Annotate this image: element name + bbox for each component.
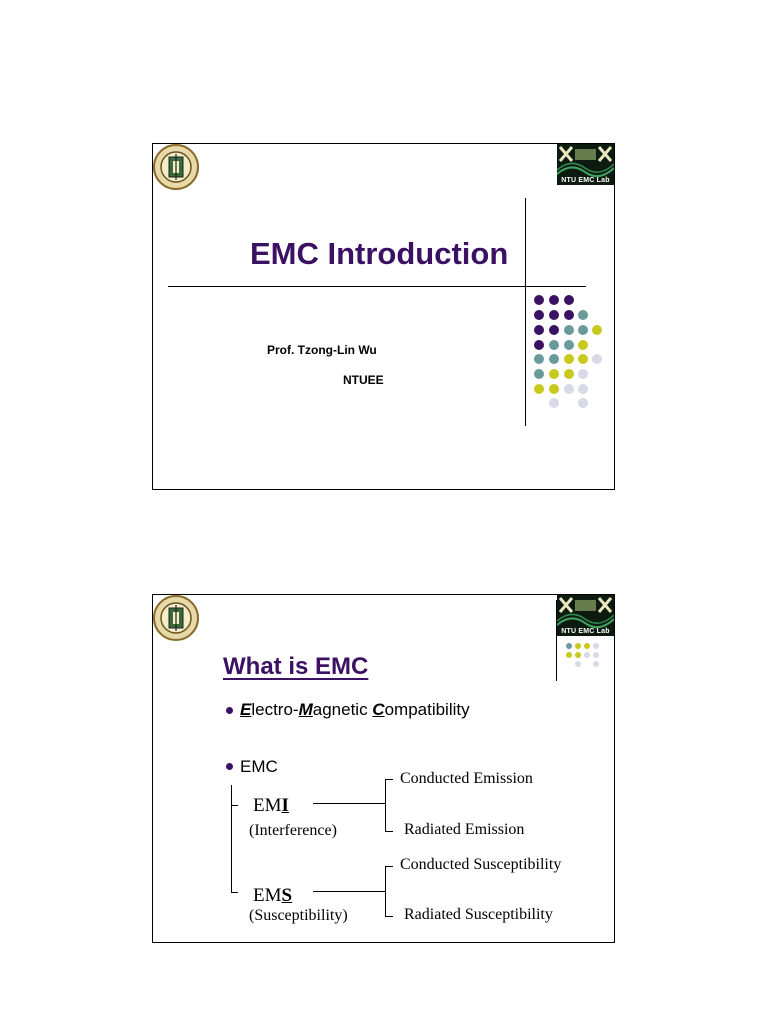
emi-subtitle: (Interference) (249, 822, 337, 839)
dot (593, 661, 599, 667)
ems-bracket-top (385, 866, 393, 867)
ems-stub (231, 892, 238, 893)
dot (564, 384, 574, 394)
dot (534, 310, 544, 320)
emi-bracket (385, 779, 386, 832)
dot (534, 384, 544, 394)
dot (575, 661, 581, 667)
dot (564, 369, 574, 379)
dot (549, 310, 559, 320)
dot (593, 643, 599, 649)
dot (578, 340, 588, 350)
dot (549, 295, 559, 305)
dot (566, 652, 572, 658)
dot (564, 295, 574, 305)
ntu-seal-logo (153, 144, 199, 190)
bullet-emc: EMC (240, 757, 278, 776)
bullet-dot (226, 763, 233, 770)
vertical-divider (556, 600, 557, 681)
conducted-emission: Conducted Emission (400, 770, 533, 787)
dot (578, 310, 588, 320)
dot (592, 354, 602, 364)
dot (575, 652, 581, 658)
ems-connector (313, 891, 385, 892)
dot (549, 325, 559, 335)
slide-title-text: EMC Introduction (250, 236, 509, 271)
conducted-susceptibility: Conducted Susceptibility (400, 856, 562, 873)
emi-bracket-top (385, 779, 393, 780)
dot (534, 340, 544, 350)
ntu-seal-logo (153, 595, 199, 641)
dot (593, 652, 599, 658)
emi-prefix: EM (253, 795, 282, 816)
radiated-susceptibility: Radiated Susceptibility (404, 906, 553, 923)
dot (578, 384, 588, 394)
dot (578, 325, 588, 335)
dot (534, 354, 544, 364)
dot (534, 295, 544, 305)
slide-title (152, 143, 615, 490)
text-agnetic: agnetic (312, 700, 373, 719)
emi-letter: I (281, 795, 289, 816)
lab-logo-text: NTU EMC Lab (561, 177, 610, 184)
initial-e: E (240, 700, 252, 719)
lab-logo-text: NTU EMC Lab (561, 628, 610, 635)
title-divider (168, 286, 586, 287)
vertical-divider (525, 198, 526, 426)
ems-letter: S (281, 885, 293, 906)
dot (549, 354, 559, 364)
tree-trunk (231, 785, 232, 893)
text-lectro: lectro- (251, 700, 299, 719)
dot (564, 354, 574, 364)
affiliation: NTUEE (343, 373, 384, 387)
dot (534, 325, 544, 335)
dot (584, 643, 590, 649)
dot (534, 369, 544, 379)
dot (578, 398, 588, 408)
dot (566, 643, 572, 649)
dot (564, 325, 574, 335)
ems-label (253, 885, 292, 907)
radiated-emission: Radiated Emission (404, 821, 525, 838)
dot (578, 369, 588, 379)
bullet-dot (226, 707, 233, 714)
dot (549, 384, 559, 394)
dot (564, 310, 574, 320)
ems-prefix: EM (253, 885, 282, 906)
emi-bracket-bottom (385, 831, 393, 832)
dot (584, 652, 590, 658)
text-ompatibility: ompatibility (384, 700, 470, 719)
emi-connector (313, 803, 385, 804)
dot (564, 340, 574, 350)
initial-c: C (372, 700, 385, 719)
dot (578, 354, 588, 364)
slide-title-text: What is EMC (223, 653, 369, 680)
emi-stub (231, 805, 238, 806)
dot (592, 325, 602, 335)
emi-label (253, 795, 289, 817)
dot (575, 643, 581, 649)
slide-what-is-emc (152, 594, 615, 943)
ems-bracket (385, 866, 386, 917)
dot (549, 398, 559, 408)
ems-bracket-bottom (385, 916, 393, 917)
bullet-electro-magnetic-compatibility (240, 700, 470, 720)
author-name: Prof. Tzong-Lin Wu (267, 343, 377, 357)
ems-subtitle: (Susceptibility) (249, 907, 348, 924)
initial-m: M (298, 700, 313, 719)
ntu-emc-lab-logo (557, 595, 614, 636)
ntu-emc-lab-logo (557, 144, 614, 185)
dot (549, 369, 559, 379)
dot (549, 340, 559, 350)
